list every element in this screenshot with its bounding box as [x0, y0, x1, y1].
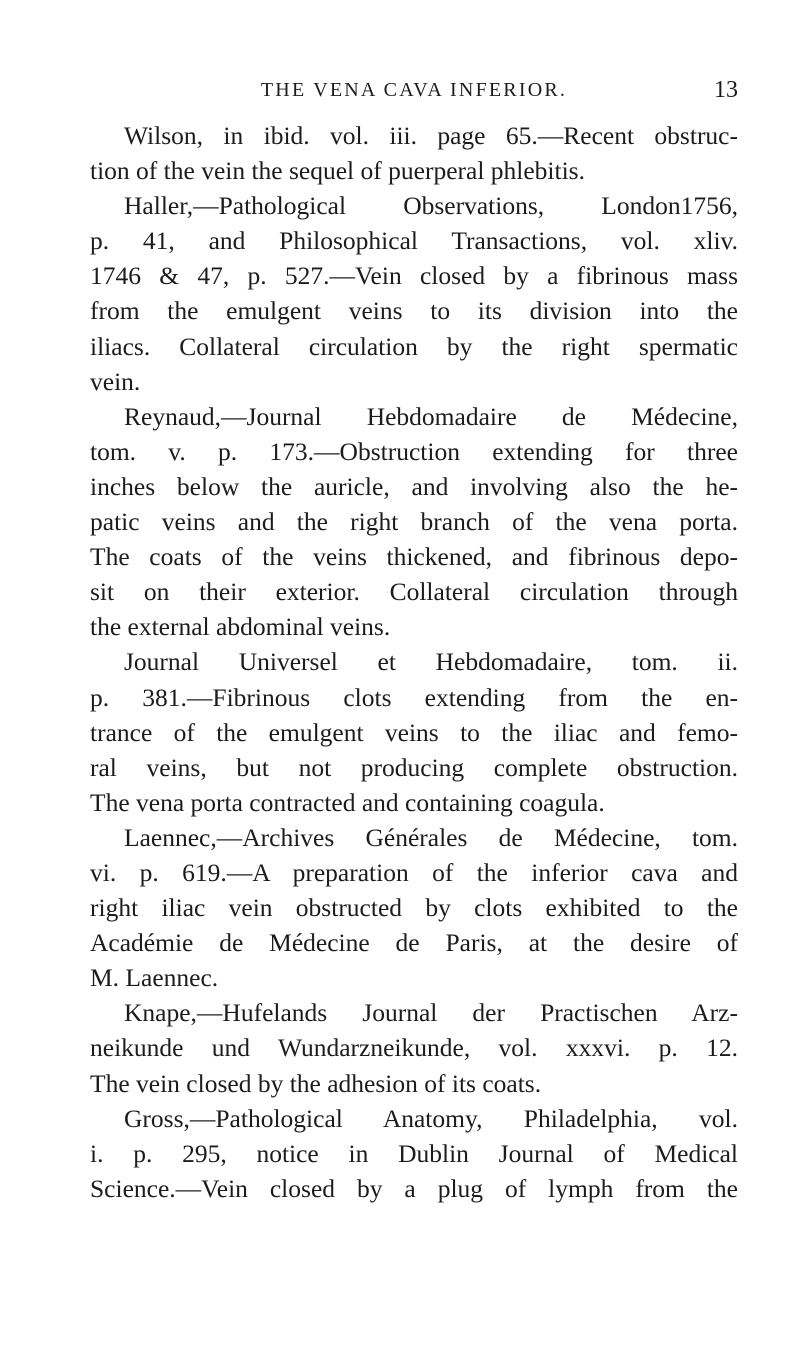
text-line: Académie de Médecine de Paris, at the desire of	[90, 928, 738, 958]
text-line: p. 41, and Philosophical Transactions, vol. xliv.	[90, 226, 738, 256]
text-line: Journal Universel et Hebdomadaire, tom. ii.	[124, 647, 738, 677]
page-number: 13	[714, 77, 738, 103]
text-line: Science.—Vein closed by a plug of lymph from the	[90, 1173, 738, 1203]
text-line: The coats of the veins thickened, and fibrinous depo-	[90, 542, 738, 572]
running-title: THE VENA CAVA INFERIOR.	[260, 79, 568, 101]
text-line: from the emulgent veins to its division into the	[90, 296, 738, 326]
text-line: tion of the vein the sequel of puerperal phlebitis.	[90, 156, 585, 186]
text-line: vi. p. 619.—A preparation of the inferior cava and	[90, 857, 738, 887]
text-line: tom. v. p. 173.—Obstruction extending for three	[90, 436, 738, 466]
text-line: Gross,—Pathological Anatomy, Philadelphia, vol.	[124, 1103, 738, 1133]
text-line: Haller,—Pathological Observations, London1756,	[124, 191, 738, 221]
running-head	[90, 79, 738, 109]
text-line: inches below the auricle, and involving also the he-	[90, 471, 738, 501]
text-line: neikunde und Wundarzneikunde, vol. xxxvi. p. 12.	[90, 1033, 738, 1063]
text-line: 1746 & 47, p. 527.—Vein closed by a fibrinous mass	[90, 261, 738, 291]
text-line: patic veins and the right branch of the vena porta.	[90, 507, 738, 537]
body-text	[90, 118, 738, 1206]
text-line: The vein closed by the adhesion of its coats.	[90, 1068, 542, 1098]
text-line: trance of the emulgent veins to the iliac and femo-	[90, 717, 738, 747]
text-line: M. Laennec.	[90, 963, 219, 993]
text-line: i. p. 295, notice in Dublin Journal of Medical	[90, 1138, 738, 1168]
text-line: vein.	[90, 366, 141, 396]
text-line: Knape,—Hufelands Journal der Practischen Arz-	[124, 998, 738, 1028]
text-line: iliacs. Collateral circulation by the right spermatic	[90, 331, 738, 361]
text-line: p. 381.—Fibrinous clots extending from the en-	[90, 682, 738, 712]
text-line: Reynaud,—Journal Hebdomadaire de Médecine,	[124, 401, 738, 431]
text-line: The vena porta contracted and containing coagula.	[90, 787, 605, 817]
text-line: ral veins, but not producing complete obstruction.	[90, 752, 738, 782]
text-line: Wilson, in ibid. vol. iii. page 65.—Recent obstruc-	[124, 121, 738, 150]
text-line: right iliac vein obstructed by clots exhibited to the	[90, 893, 738, 923]
text-line: sit on their exterior. Collateral circulation through	[90, 577, 738, 607]
text-line: Laennec,—Archives Générales de Médecine, tom.	[124, 822, 738, 852]
text-line: the external abdominal veins.	[90, 612, 391, 642]
